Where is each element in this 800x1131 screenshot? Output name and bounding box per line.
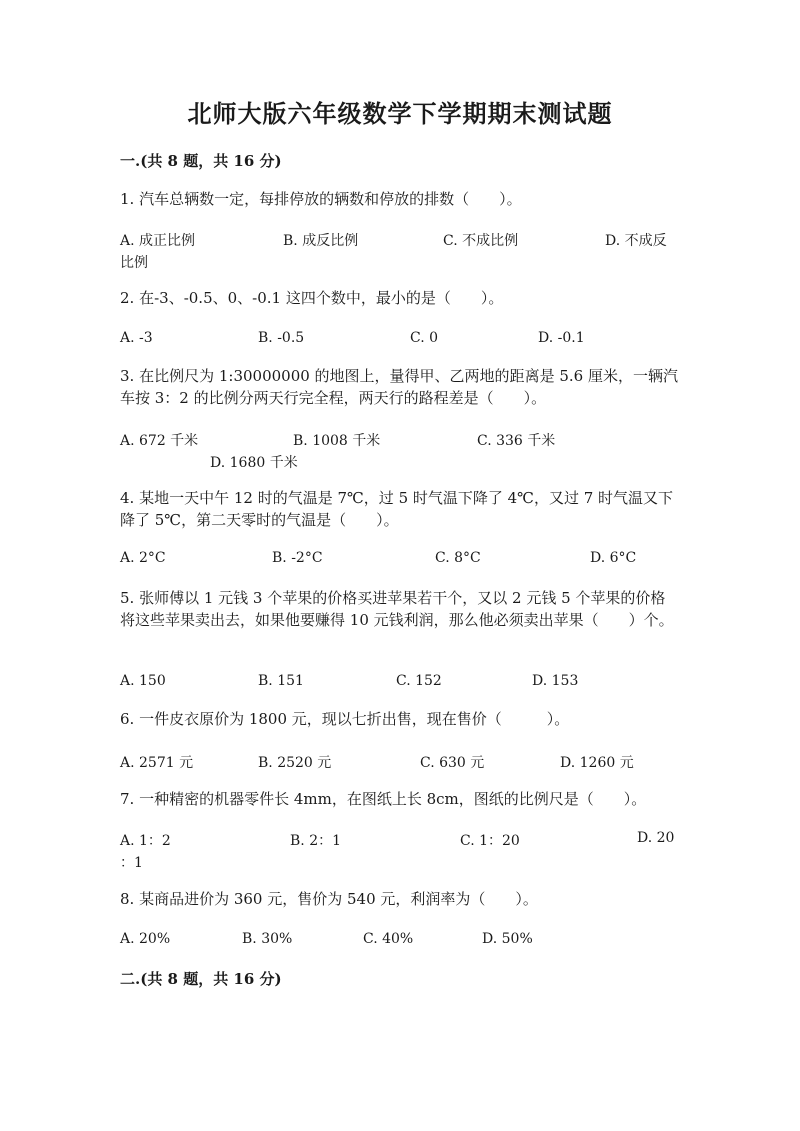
q5-option-c[interactable]: C. 152 [396,673,442,689]
q4-option-a[interactable]: A. 2°C [120,550,166,566]
q5-option-b[interactable]: B. 151 [258,673,304,689]
q1-option-c[interactable]: C. 不成比例 [443,233,519,249]
q3-option-d[interactable]: D. 1680 千米 [210,455,298,471]
q3-option-b[interactable]: B. 1008 千米 [293,433,381,449]
q1-option-b[interactable]: B. 成反比例 [283,233,359,249]
q5-option-a[interactable]: A. 150 [120,673,166,689]
question-4: 4. 某地一天中午 12 时的气温是 7℃，过 5 时气温下降了 4℃，又过 7 时气温又下降了 5℃，第二天零时的气温是（ ）。 [120,489,674,529]
q4-option-d[interactable]: D. 6°C [590,550,637,566]
q6-option-a[interactable]: A. 2571 元 [120,755,194,771]
q6-option-d[interactable]: D. 1260 元 [560,755,634,771]
q1-option-d-wrap: 比例 [120,255,148,271]
q7-option-d-wrap: ：1 [120,855,143,871]
question-8: 8. 某商品进价为 360 元，售价为 540 元，利润率为（ ）。 [120,890,538,908]
q8-option-c[interactable]: C. 40% [363,931,414,947]
q4-option-b[interactable]: B. -2°C [272,550,323,566]
q7-option-b[interactable]: B. 2：1 [290,833,342,849]
question-7: 7. 一种精密的机器零件长 4mm，在图纸上长 8cm，图纸的比例尺是（ ）。 [120,790,647,808]
question-3: 3. 在比例尺为 1:30000000 的地图上，量得甲、乙两地的距离是 5.6 厘米，一辆汽车按 3：2 的比例分两天行完全程，两天行的路程差是（ ）。 [120,367,678,407]
q8-option-a[interactable]: A. 20% [120,931,171,947]
q7-option-d[interactable]: D. 20 [637,830,675,846]
section-heading-1: 一.(共 8 题，共 16 分) [120,152,282,170]
q2-option-d[interactable]: D. -0.1 [538,330,585,346]
q4-option-c[interactable]: C. 8°C [435,550,481,566]
q5-option-d[interactable]: D. 153 [532,673,579,689]
q6-option-b[interactable]: B. 2520 元 [258,755,332,771]
q3-option-a[interactable]: A. 672 千米 [120,433,199,449]
page-title: 北师大版六年级数学下学期期末测试题 [187,99,613,128]
q6-option-c[interactable]: C. 630 元 [420,755,485,771]
q8-option-d[interactable]: D. 50% [482,931,533,947]
section-heading-2: 二.(共 8 题，共 16 分) [120,970,282,988]
q1-option-a[interactable]: A. 成正比例 [120,233,196,249]
q7-option-a[interactable]: A. 1：2 [120,833,171,849]
q2-option-a[interactable]: A. -3 [120,330,153,346]
question-5: 5. 张师傅以 1 元钱 3 个苹果的价格买进苹果若干个，又以 2 元钱 5 个苹果的价格将这些苹果卖出去，如果他要赚得 10 元钱利润，那么他必须卖出苹果（ ）个。 [120,589,674,629]
q3-option-c[interactable]: C. 336 千米 [477,433,556,449]
q1-option-d[interactable]: D. 不成反 [605,233,667,249]
question-2: 2. 在-3、-0.5、0、-0.1 这四个数中，最小的是（ ）。 [120,289,504,307]
q7-option-c[interactable]: C. 1：20 [460,833,520,849]
q2-option-c[interactable]: C. 0 [410,330,439,346]
q8-option-b[interactable]: B. 30% [242,931,293,947]
q2-option-b[interactable]: B. -0.5 [258,330,305,346]
question-6: 6. 一件皮衣原价为 1800 元，现以七折出售，现在售价（ ）。 [120,710,570,728]
question-1: 1. 汽车总辆数一定，每排停放的辆数和停放的排数（ ）。 [120,190,522,208]
